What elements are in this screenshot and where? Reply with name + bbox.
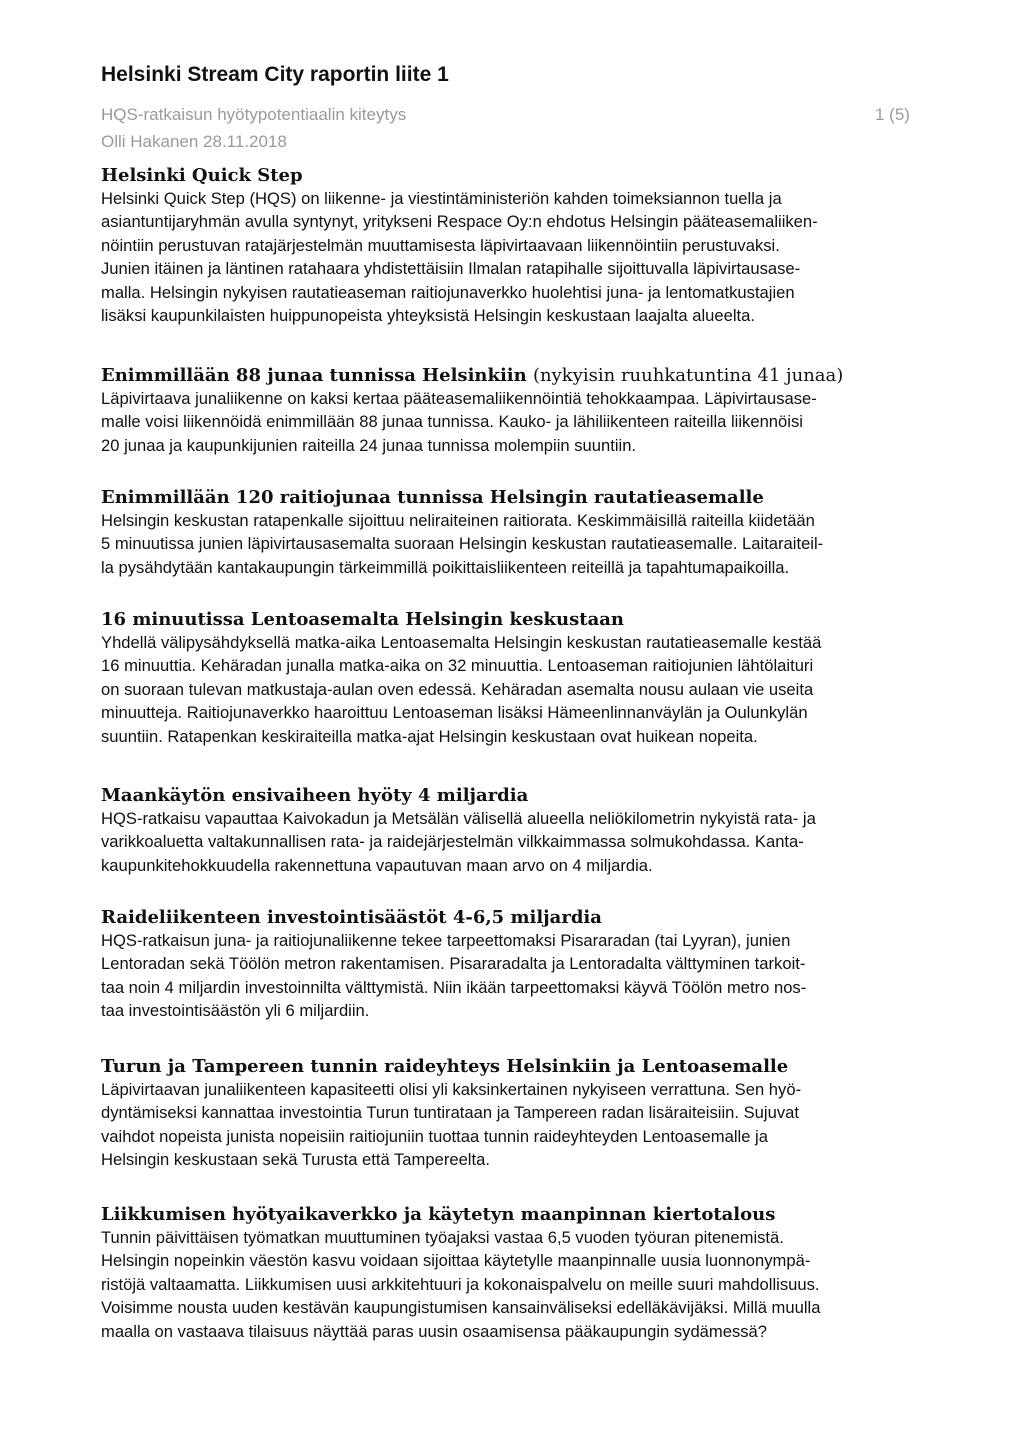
section-body: Läpivirtaavan junaliikenteen kapasiteetti olisi yli kaksinkertainen nykyiseen verrattuna. Sen hyö- dyntämiseksi kannattaa investointia Turun tuntirataan ja Tampereen radan lisäraiteisiin. Sujuvat vaihdot nopeista junista nopeisiin raitiojuniin tuottaa tunnin raideyhteyden Lentoasemalle ja Helsingin keskustaan sekä Turusta että Tampereelta.: [101, 1080, 802, 1170]
section-88-trains: [101, 364, 931, 457]
section-body: Tunnin päivittäisen työmatkan muuttuminen työajaksi vastaa 6,5 vuoden työuran pitenemistä. Helsingin nopeinkin väestön kasvu voidaan sijoittaa käytetylle maanpinnalle uusia luonnonympä- ristöjä valtaamatta. Liikkumisen uusi arkkitehtuuri ja kokonaispalvelu on meille suuri mahdollisuus. Voisimme nousta uuden kestävän kaupungistumisen kansainväliseksi edelläkävijäksi. Millä muulla maalla on vastaava tilaisuus näyttää paras uusin osaamisensa pääkaupungin sydämessä?: [101, 1228, 821, 1341]
author-date: Olli Hakanen 28.11.2018: [101, 132, 287, 151]
section-heading: Raideliikenteen investointisäästöt 4-6,5 miljardia: [101, 907, 602, 928]
document-title: Helsinki Stream City raportin liite 1: [101, 63, 449, 86]
section-120-trams: [101, 486, 931, 579]
section-mobility-network: [101, 1203, 931, 1343]
section-body: Yhdellä välipysähdyksellä matka-aika Lentoasemalta Helsingin keskustan rautatieasemalle kestää 16 minuuttia. Kehäradan junalla matka-aika on 32 minuuttia. Lentoaseman raitiojunien lähtölaituri on suoraan tulevan matkustaja-aulan oven edessä. Kehäradan asemalta nousu aulaan vie useita minuutteja. Raitiojunaverkko haaroittuu Lentoaseman lisäksi Hämeenlinnanväylän ja Oulunkylän suuntiin. Ratapenkan keskiraiteilla matka-ajat Helsingin keskustaan ovat huikean nopeita.: [101, 633, 822, 746]
page-number: 1 (5): [875, 105, 910, 124]
section-body: HQS-ratkaisun juna- ja raitiojunaliikenne tekee tarpeettomaksi Pisararadan (tai Lyyran), junien Lentoradan sekä Töölön metron rakentamisen. Pisararadalta ja Lentoradalta välttyminen tarkoit- taa noin 4 miljardin investoinnilta välttymistä. Niin ikään tarpeettomaksi käyvä Töölön metro nos- taa investointisäästön yli 6 miljardiin.: [101, 931, 807, 1021]
section-body: Läpivirtaava junaliikenne on kaksi kertaa pääteasemaliikennöintiä tehokkaampaa. Läpivirtausase- malle voisi liikennöidä enimmillään 88 junaa tunnissa. Kauko- ja lähiliikenteen raiteilla liikennöisi 20 junaa ja kaupunkijunien raiteilla 24 junaa tunnissa molempiin suuntiin.: [101, 389, 817, 455]
section-heading: Turun ja Tampereen tunnin raideyhteys Helsinkiin ja Lentoasemalle: [101, 1056, 789, 1077]
section-body: HQS-ratkaisu vapauttaa Kaivokadun ja Metsälän välisellä alueella neliökilometrin nykyistä rata- ja varikkoaluetta valtakunnallisen rata- ja raidejärjestelmän vilkkaimmassa solmukohdassa. Kanta- kaupunkitehokkuudella rakennettuna vapautuvan maan arvo on 4 miljardia.: [101, 809, 816, 875]
section-heading: 16 minuutissa Lentoasemalta Helsingin keskustaan: [101, 609, 624, 630]
section-turku-tampere: [101, 1055, 931, 1172]
document-subtitle: HQS-ratkaisun hyötypotentiaalin kiteytys: [101, 105, 407, 124]
section-16-minutes: [101, 608, 931, 748]
section-body: Helsingin keskustan ratapenkalle sijoittuu neliraiteinen raitiorata. Keskimmäisillä raiteilla kiidetään 5 minuutissa junien läpivirtausasemalta suoraan Helsingin keskustan rautatieasemalle. Laitaraiteil- la pysähdytään kantakaupungin tärkeimmillä poikittaisliikenteen reiteillä ja tapahtumapaikoilla.: [101, 511, 824, 577]
section-heading: Maankäytön ensivaiheen hyöty 4 miljardia: [101, 785, 529, 806]
section-investment-savings: [101, 906, 931, 1023]
section-body: Helsinki Quick Step (HQS) on liikenne- ja viestintäministeriön kahden toimeksiannon tuella ja asiantuntijaryhmän avulla syntynyt, yritykseni Respace Oy:n ehdotus Helsingin pääteasemaliiken- nöintiin perustuvan ratajärjestelmän muuttamisesta läpivirtaavaan liikennöintiin perustuvaksi. Junien itäinen ja läntinen ratahaara yhdistettäisiin Ilmalan ratapihalle sijoittuvalla läpivirtausase- malla. Helsingin nykyisen rautatieaseman raitiojunaverkko huolehtisi juna- ja lentomatkustajien lisäksi kaupunkilaisten huippunopeista yhteyksistä Helsingin keskustaan laajalta alueelta.: [101, 189, 818, 326]
section-heading: Enimmillään 88 junaa tunnissa Helsinkiin (nykyisin ruuhkatuntina 41 junaa): [101, 365, 844, 386]
section-heading: Helsinki Quick Step: [101, 165, 303, 186]
section-helsinki-quick-step: [101, 164, 931, 327]
section-land-use-benefit: [101, 784, 931, 877]
section-heading: Liikkumisen hyötyaikaverkko ja käytetyn maanpinnan kiertotalous: [101, 1204, 776, 1225]
heading-note: (nykyisin ruuhkatuntina 41 junaa): [533, 365, 844, 386]
section-heading: Enimmillään 120 raitiojunaa tunnissa Helsingin rautatieasemalle: [101, 487, 764, 508]
